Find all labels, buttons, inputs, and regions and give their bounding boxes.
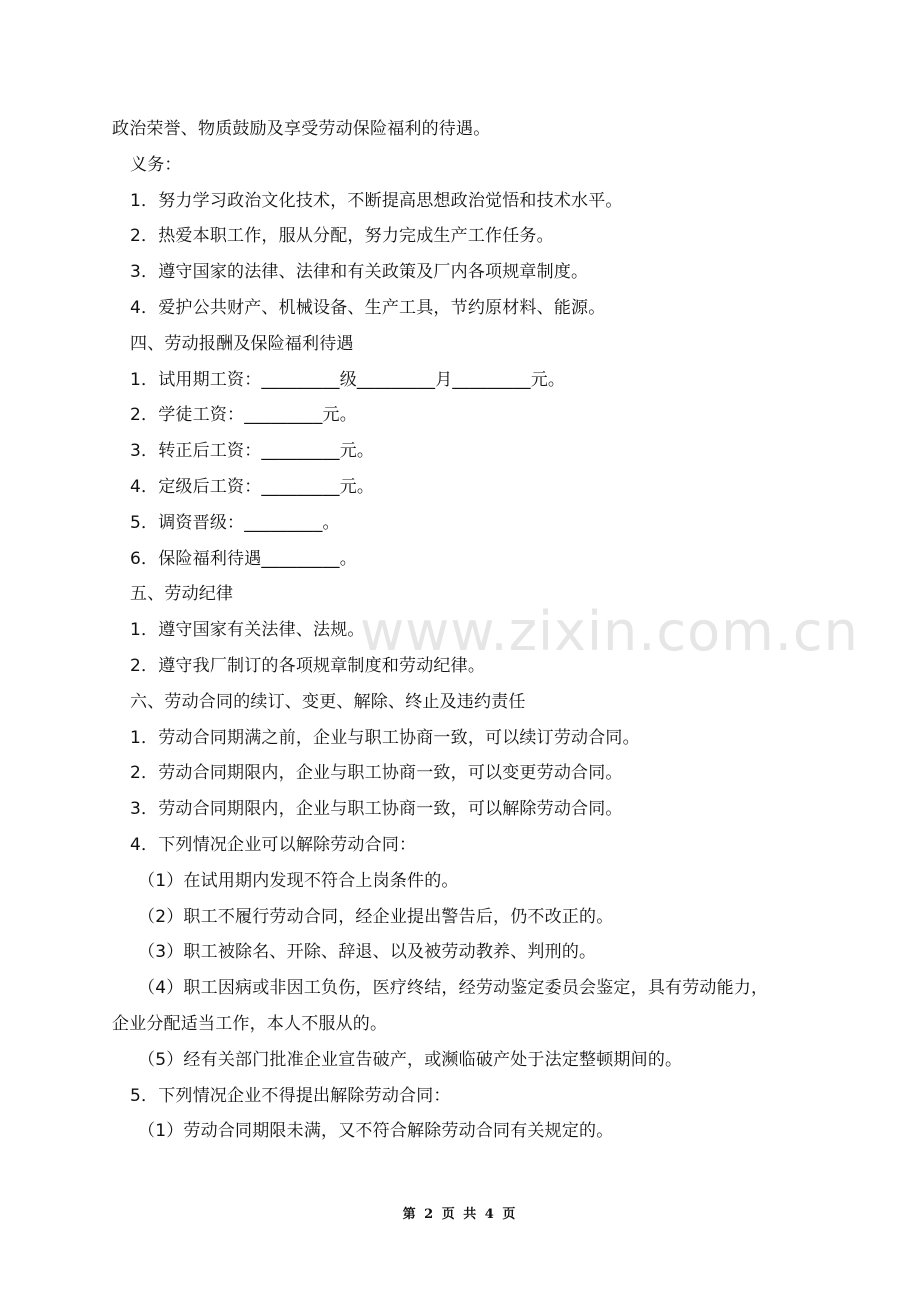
text-line: 1．劳动合同期满之前，企业与职工协商一致，可以续订劳动合同。 (130, 727, 640, 748)
text-line: （3）职工被除名、开除、辞退、以及被劳动教养、判刑的。 (138, 942, 597, 963)
text-line: 4．爱护公共财产、机械设备、生产工具，节约原材料、能源。 (130, 297, 606, 318)
text-line: 6．保险福利待遇_________。 (130, 548, 357, 569)
section-heading: 四、劳动报酬及保险福利待遇 (130, 333, 354, 354)
text-line: 1．努力学习政治文化技术，不断提高思想政治觉悟和技术水平。 (130, 190, 623, 211)
watermark: www.zixin.com.cn (360, 600, 859, 663)
text-line: 4．定级后工资：_________元。 (130, 476, 375, 497)
text-line: （5）经有关部门批准企业宣告破产，或濒临破产处于法定整顿期间的。 (138, 1049, 683, 1070)
text-line: 2．遵守我厂制订的各项规章制度和劳动纪律。 (130, 655, 486, 676)
text-line: 5．调资晋级：_________。 (130, 512, 340, 533)
text-line: 3．遵守国家的法律、法律和有关政策及厂内各项规章制度。 (130, 262, 589, 283)
text-line: 2．劳动合同期限内，企业与职工协商一致，可以变更劳动合同。 (130, 763, 623, 784)
text-line: （1）劳动合同期限未满，又不符合解除劳动合同有关规定的。 (138, 1121, 614, 1142)
text-line: 1．试用期工资：_________级_________月_________元。 (130, 369, 566, 390)
text-line: 4．下列情况企业可以解除劳动合同： (130, 834, 417, 855)
text-line: 2．学徒工资：_________元。 (130, 405, 357, 426)
text-line: （1）在试用期内发现不符合上岗条件的。 (138, 870, 459, 891)
text-line: 政治荣誉、物质鼓励及享受劳动保险福利的待遇。 (112, 119, 491, 139)
text-line: 3．劳动合同期限内，企业与职工协商一致，可以解除劳动合同。 (130, 799, 623, 820)
text-line: 3．转正后工资：_________元。 (130, 441, 375, 462)
section-heading: 六、劳动合同的续订、变更、解除、终止及违约责任 (130, 691, 526, 712)
text-line: 2．热爱本职工作，服从分配，努力完成生产工作任务。 (130, 226, 554, 247)
text-line: 义务： (130, 154, 182, 175)
text-line: 1．遵守国家有关法律、法规。 (130, 620, 365, 641)
text-line: （2）职工不履行劳动合同，经企业提出警告后，仍不改正的。 (138, 906, 614, 927)
text-line: 5．下列情况企业不得提出解除劳动合同： (130, 1085, 451, 1106)
page-number-footer: 第 2 页 共 4 页 (402, 1207, 518, 1222)
section-heading: 五、劳动纪律 (130, 584, 234, 605)
text-line: （4）职工因病或非因工负伤，医疗终结，经劳动鉴定委员会鉴定，具有劳动能力， (138, 978, 769, 999)
text-line: 企业分配适当工作，本人不服从的。 (112, 1013, 388, 1034)
